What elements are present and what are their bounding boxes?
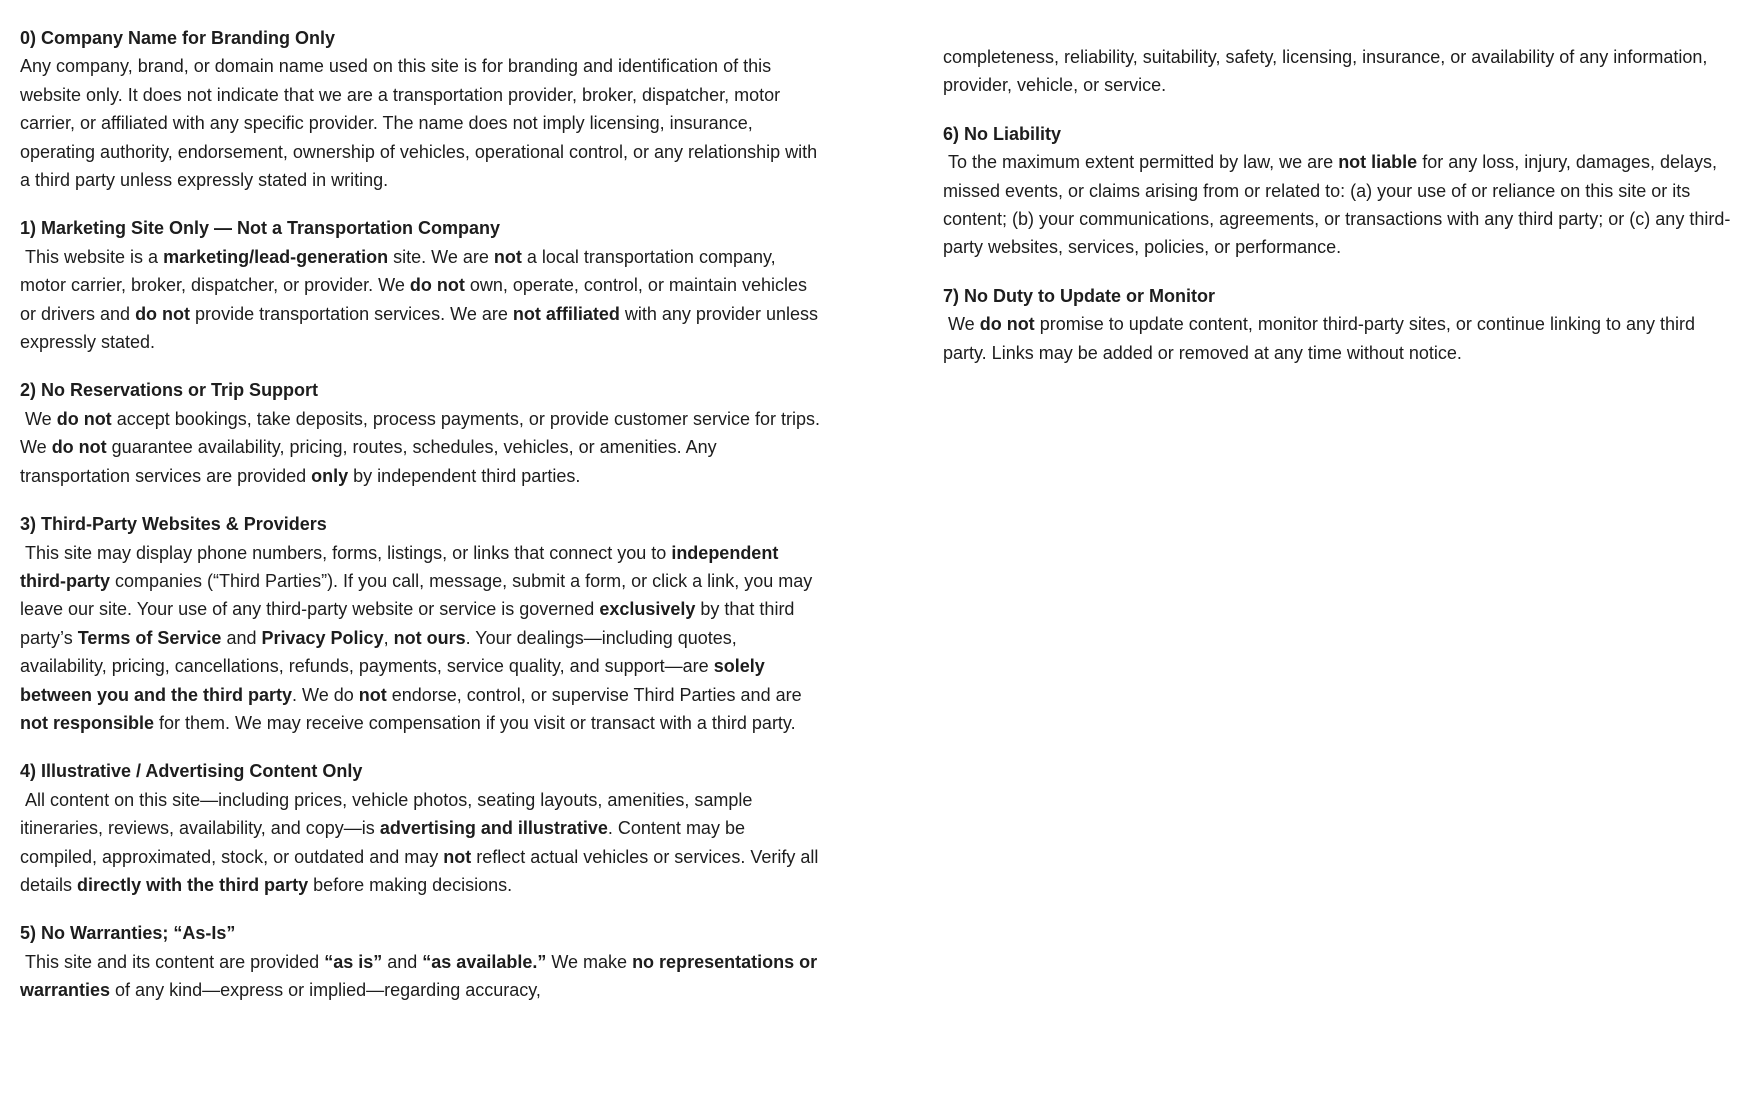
- section-body-run: guarantee availability, pricing, routes, schedules, vehicles, or amenities. Any transportation services are provided: [20, 437, 722, 486]
- section-body-run: completeness, reliability, suitability, safety, licensing, insurance, or availability of any information, provider, vehicle, or service.: [943, 47, 1713, 96]
- left-column: [20, 24, 826, 1025]
- section-body-run: This website is a: [20, 246, 164, 267]
- section-body-run: To the maximum extent permitted by law, we are: [943, 152, 1339, 173]
- section-body-run: of any kind—express or implied—regarding accuracy,: [110, 980, 541, 1001]
- section-heading: 5) No Warranties; “As-Is”: [20, 923, 236, 944]
- section-body-run: This site may display phone numbers, forms, listings, or links that connect you to: [20, 542, 672, 563]
- section-heading: 7) No Duty to Update or Monitor: [943, 285, 1215, 306]
- section-body-run-bold: do not: [979, 314, 1035, 335]
- disclaimer-section: [20, 214, 826, 356]
- section-body-run: for them. We may receive compensation if you visit or transact with a third party.: [154, 712, 796, 733]
- section-body-run-bold: do not: [409, 275, 465, 296]
- section-body-run-bold: Terms of Service: [77, 627, 222, 648]
- section-body-run: . Your dealings—including quotes, availability, pricing, cancellations, refunds, payments, service quality, and support—are: [20, 627, 742, 677]
- section-body-run-bold: do not: [135, 303, 191, 324]
- section-body-run: and: [221, 627, 262, 648]
- section-heading: 6) No Liability: [943, 123, 1062, 144]
- section-body-run: accept bookings, take deposits, process payments, or provide customer service for trips. We: [20, 408, 826, 458]
- section-body-run: and: [382, 951, 423, 972]
- section-body-run: for any loss, injury, damages, delays, missed events, or claims arising from or related to: (a) your use of or reliance on this site or its content; (b) your communications, agreements, or transactions with any third party; or (c) any third-party websites, services, policies, or performance.: [943, 152, 1731, 258]
- section-body-run: We: [20, 408, 57, 429]
- section-body-run: before making decisions.: [308, 874, 513, 895]
- disclaimer-section: [20, 919, 826, 1004]
- section-body-run-bold: Privacy Policy: [261, 627, 384, 648]
- section-heading: 2) No Reservations or Trip Support: [20, 380, 319, 401]
- section-body-run-bold: only: [311, 465, 349, 486]
- section-body-run: Any company, brand, or domain name used on this site is for branding and identification of this website only. It does not indicate that we are a transportation provider, broker, dispatcher, motor carrier, or affiliated with any specific provider. The name does not imply licensing, insurance, operating authority, endorsement, ownership of vehicles, operational control, or any relationship with a third party unless expressly stated in writing.: [20, 56, 823, 191]
- section-body-run-bold: exclusively: [599, 599, 696, 620]
- section-body-run-bold: do not: [56, 408, 112, 429]
- section-body-run-bold: marketing/lead-generation: [163, 246, 389, 267]
- section-body-run-bold: advertising and illustrative: [379, 818, 608, 839]
- section-body-run-bold: not: [443, 846, 472, 867]
- section-body-run-bold: directly with the third party: [77, 874, 309, 895]
- section-body-run-bold: not: [358, 684, 387, 705]
- section-body-run: We: [943, 314, 980, 335]
- disclaimer-section-continuation: [943, 43, 1731, 100]
- section-body-run-bold: not liable: [1338, 152, 1418, 173]
- disclaimer-section: [943, 120, 1731, 262]
- section-body-run-bold: “as available.”: [422, 951, 547, 972]
- disclaimer-section: [20, 24, 826, 194]
- disclaimer-section: [943, 282, 1731, 367]
- section-body-run-bold: not: [493, 246, 522, 267]
- right-column: [943, 43, 1731, 387]
- section-body-run: companies (“Third Parties”). If you call, message, submit a form, or click a link, you may leave our site. Your use of any third-party website or service is governed: [20, 570, 818, 620]
- disclaimer-section: [20, 376, 826, 490]
- section-body-run: by independent third parties.: [348, 465, 581, 486]
- section-heading: 4) Illustrative / Advertising Content Only: [20, 761, 363, 782]
- section-body-run-bold: not responsible: [20, 712, 155, 733]
- section-body-run: with any provider unless expressly stated.: [20, 303, 823, 353]
- section-body-run-bold: independent third-party: [20, 542, 784, 591]
- section-body-run-bold: “as is”: [324, 951, 383, 972]
- section-body-run: a local transportation company, motor carrier, broker, dispatcher, or provider. We: [20, 246, 781, 296]
- disclaimer-section: [20, 510, 826, 737]
- section-body-run: by that third party’s: [20, 599, 800, 648]
- section-body-run-bold: no representations or warranties: [20, 951, 823, 1001]
- section-body-run: endorse, control, or supervise Third Parties and are: [386, 684, 807, 705]
- section-heading: 1) Marketing Site Only — Not a Transportation Company: [20, 218, 501, 239]
- section-body-run-bold: do not: [51, 437, 107, 458]
- section-body-run: All content on this site—including prices, vehicle photos, seating layouts, amenities, sample itineraries, reviews, availability, and copy—is: [20, 789, 758, 839]
- disclaimer-section: [20, 757, 826, 899]
- section-body-run-bold: not affiliated: [512, 303, 620, 324]
- section-body-run: provide transportation services. We are: [190, 303, 513, 324]
- section-body-run: We make: [546, 951, 633, 972]
- section-heading: 3) Third-Party Websites & Providers: [20, 514, 327, 535]
- section-body-run: own, operate, control, or maintain vehicles or drivers and: [20, 275, 813, 324]
- section-body-run: This site and its content are provided: [20, 951, 325, 972]
- section-body-run: promise to update content, monitor third-party sites, or continue linking to any third party. Links may be added or removed at any time without notice.: [943, 314, 1701, 363]
- section-body-run: . We do: [292, 684, 359, 705]
- section-body-run-bold: not ours: [393, 627, 466, 648]
- section-heading: 0) Company Name for Branding Only: [20, 28, 336, 48]
- section-body-run: site. We are: [388, 246, 494, 267]
- section-body-run: ,: [383, 627, 394, 648]
- section-body-run-bold: solely between you and the third party: [20, 656, 770, 705]
- section-body-run: reflect actual vehicles or services. Verify all details: [20, 846, 824, 895]
- section-body-run: . Content may be compiled, approximated, stock, or outdated and may: [20, 818, 750, 867]
